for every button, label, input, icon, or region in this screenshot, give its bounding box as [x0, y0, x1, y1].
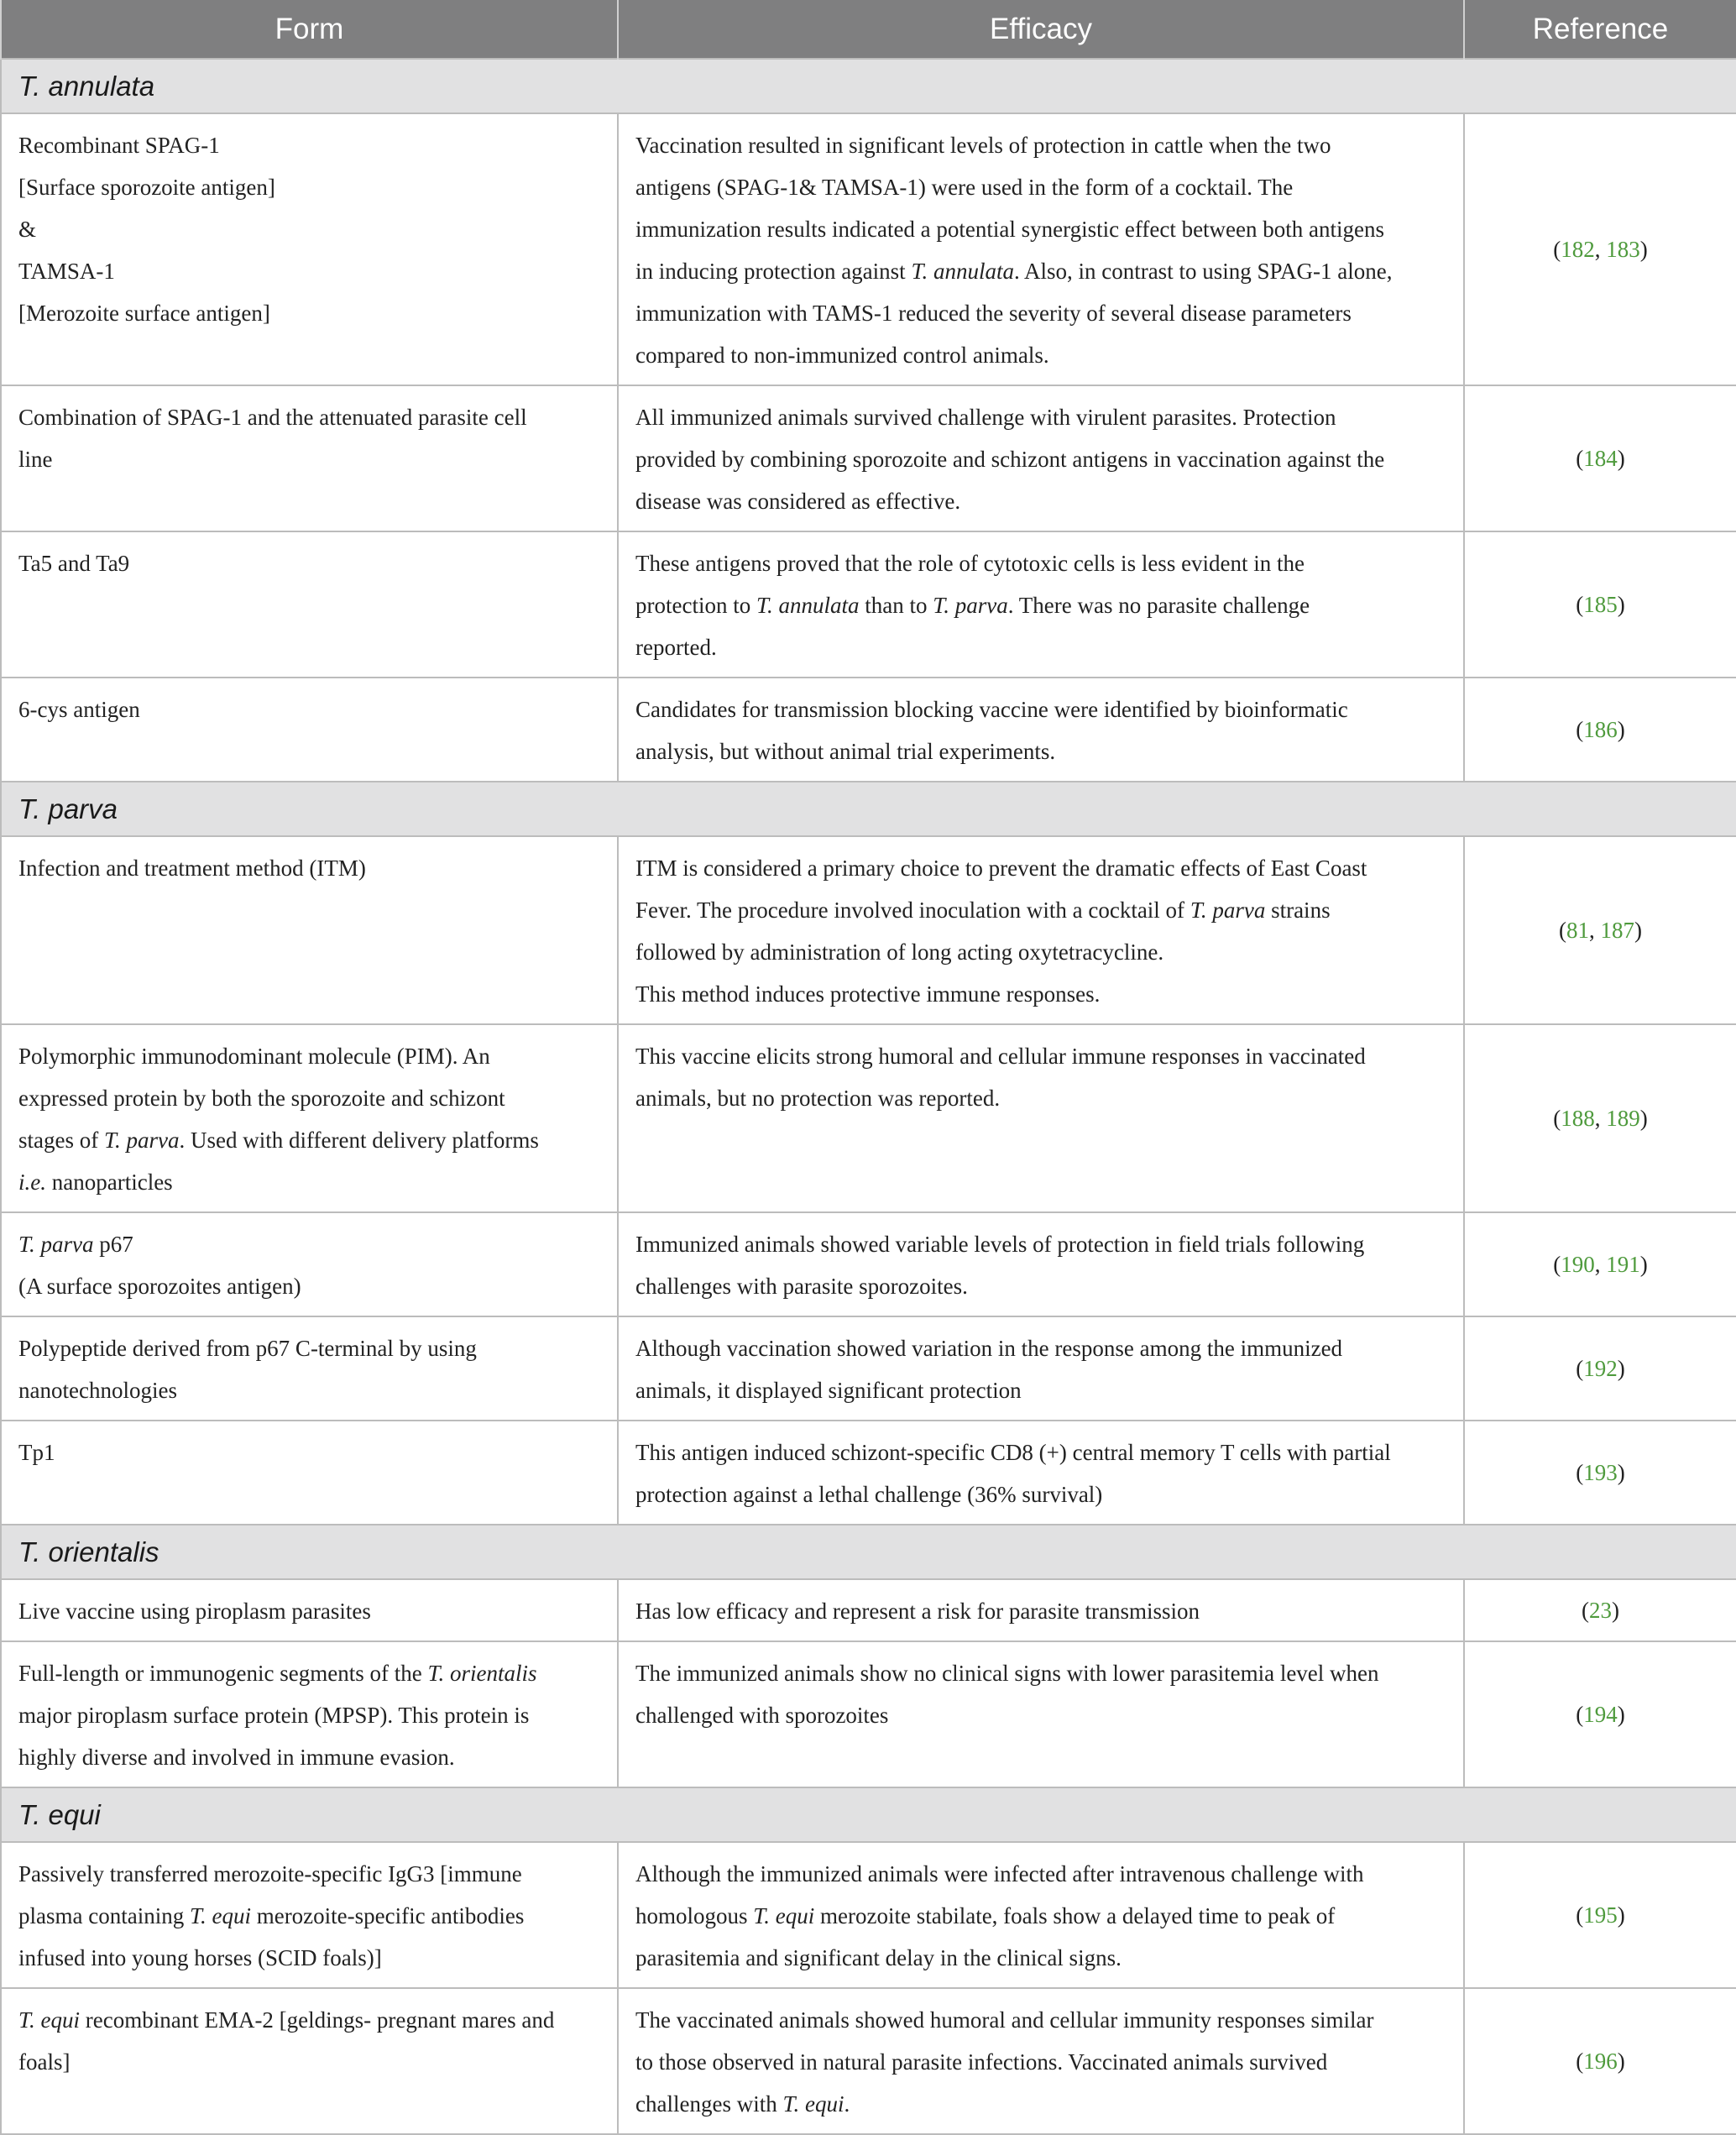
text-segment: TAMSA-1: [18, 259, 115, 284]
text-segment: p67: [93, 1232, 133, 1257]
text-segment: Although the immunized animals were infected after intravenous challenge with: [635, 1861, 1364, 1886]
efficacy-line: [635, 334, 1448, 376]
text-segment: Has low efficacy and represent a risk for parasite transmission: [635, 1599, 1200, 1624]
efficacy-cell: [618, 385, 1464, 531]
column-header-efficacy: Efficacy: [618, 0, 1464, 59]
column-header-form: Form: [1, 0, 618, 59]
text-segment: animals, it displayed significant protection: [635, 1378, 1022, 1403]
text-segment: This antigen induced schizont-specific CD8 (+) central memory T cells with partial: [635, 1440, 1391, 1465]
italic-text: T. equi: [189, 1903, 251, 1928]
efficacy-line: [635, 2041, 1448, 2083]
form-cell: [1, 385, 618, 531]
text-segment: highly diverse and involved in immune evasion.: [18, 1745, 455, 1770]
efficacy-line: [635, 1937, 1448, 1979]
table-row: [1, 678, 1736, 782]
italic-text: T. equi: [782, 2091, 844, 2117]
section-title: T. equi: [1, 1787, 1736, 1842]
efficacy-line: [635, 973, 1448, 1015]
italic-text: T. equi: [753, 1903, 815, 1928]
text-segment: These antigens proved that the role of cytotoxic cells is less evident in the: [635, 551, 1305, 576]
text-segment: Immunized animals showed variable levels of protection in field trials following: [635, 1232, 1365, 1257]
text-segment: Although vaccination showed variation in the response among the immunized: [635, 1336, 1343, 1361]
form-line: [18, 1853, 602, 1895]
table-row: [1, 1988, 1736, 2134]
reference-cell: (182, 183): [1464, 113, 1736, 385]
text-segment: 6-cys antigen: [18, 697, 140, 722]
reference-link[interactable]: 189: [1606, 1106, 1640, 1131]
text-segment: ITM is considered a primary choice to prevent the dramatic effects of East Coast: [635, 856, 1367, 881]
form-cell: [1, 678, 618, 782]
table-row: [1, 385, 1736, 531]
text-segment: antigens (SPAG-1& TAMSA-1) were used in the form of a cocktail. The: [635, 175, 1294, 200]
section-row: [1, 782, 1736, 836]
efficacy-line: [635, 688, 1448, 730]
reference-cell: (190, 191): [1464, 1212, 1736, 1316]
section-row: [1, 1787, 1736, 1842]
form-line: [18, 1223, 602, 1265]
text-segment: Live vaccine using piroplasm parasites: [18, 1599, 371, 1624]
reference-cell: (184): [1464, 385, 1736, 531]
form-line: [18, 1590, 602, 1632]
text-segment: . There was no parasite challenge: [1007, 593, 1310, 618]
form-line: [18, 438, 602, 480]
efficacy-line: [635, 1265, 1448, 1307]
form-line: [18, 166, 602, 208]
text-segment: .: [844, 2091, 850, 2117]
reference-link[interactable]: 193: [1583, 1460, 1618, 1485]
text-segment: (A surface sporozoites antigen): [18, 1274, 301, 1299]
form-line: [18, 1327, 602, 1369]
text-segment: . Used with different delivery platforms: [179, 1128, 539, 1153]
text-segment: stages of: [18, 1128, 104, 1153]
reference-link[interactable]: 182: [1561, 237, 1595, 262]
text-segment: major piroplasm surface protein (MPSP). This protein is: [18, 1703, 530, 1728]
section-title: T. orientalis: [1, 1525, 1736, 1579]
text-segment: protection to: [635, 593, 756, 618]
efficacy-cell: [618, 678, 1464, 782]
text-segment: in inducing protection against: [635, 259, 912, 284]
efficacy-line: [635, 1077, 1448, 1119]
efficacy-cell: [618, 531, 1464, 678]
efficacy-line: [635, 889, 1448, 931]
text-segment: Infection and treatment method (ITM): [18, 856, 366, 881]
text-segment: line: [18, 447, 53, 472]
text-segment: challenges with parasite sporozoites.: [635, 1274, 968, 1299]
text-segment: Recombinant SPAG-1: [18, 133, 220, 158]
italic-text: T. parva: [18, 1232, 94, 1257]
reference-cell: (195): [1464, 1842, 1736, 1988]
form-line: [18, 250, 602, 292]
reference-link[interactable]: 185: [1583, 592, 1618, 617]
text-segment: The immunized animals show no clinical signs with lower parasitemia level when: [635, 1661, 1379, 1686]
reference-link[interactable]: 188: [1561, 1106, 1595, 1131]
text-segment: All immunized animals survived challenge with virulent parasites. Protection: [635, 405, 1336, 430]
efficacy-cell: [618, 1842, 1464, 1988]
text-segment: Tp1: [18, 1440, 55, 1465]
efficacy-line: [635, 1853, 1448, 1895]
efficacy-line: [635, 396, 1448, 438]
efficacy-line: [635, 1369, 1448, 1411]
text-segment: expressed protein by both the sporozoite and schizont: [18, 1086, 505, 1111]
form-line: [18, 1895, 602, 1937]
efficacy-line: [635, 1035, 1448, 1077]
text-segment: provided by combining sporozoite and schizont antigens in vaccination against the: [635, 447, 1385, 472]
efficacy-line: [635, 1223, 1448, 1265]
text-segment: strains: [1265, 897, 1331, 923]
italic-text: T. equi: [18, 2007, 80, 2033]
form-cell: [1, 1842, 618, 1988]
italic-text: T. orientalis: [427, 1661, 537, 1686]
text-segment: Passively transferred merozoite-specific IgG3 [immune: [18, 1861, 522, 1886]
form-cell: [1, 1579, 618, 1641]
efficacy-line: [635, 1694, 1448, 1736]
text-segment: Combination of SPAG-1 and the attenuated parasite cell: [18, 405, 527, 430]
text-segment: plasma containing: [18, 1903, 190, 1928]
efficacy-line: [635, 166, 1448, 208]
reference-link[interactable]: 192: [1583, 1356, 1618, 1381]
text-segment: nanoparticles: [46, 1170, 173, 1195]
efficacy-line: [635, 1590, 1448, 1632]
text-segment: &: [18, 217, 37, 242]
text-segment: homologous: [635, 1903, 754, 1928]
text-segment: immunization with TAMS-1 reduced the severity of several disease parameters: [635, 301, 1352, 326]
text-segment: challenges with: [635, 2091, 783, 2117]
form-line: [18, 1369, 602, 1411]
italic-text: i.e.: [18, 1170, 46, 1195]
section-row: [1, 59, 1736, 113]
efficacy-line: [635, 847, 1448, 889]
text-segment: [Surface sporozoite antigen]: [18, 175, 275, 200]
form-cell: [1, 1421, 618, 1525]
text-segment: compared to non-immunized control animals.: [635, 343, 1049, 368]
text-segment: analysis, but without animal trial experiments.: [635, 739, 1056, 764]
italic-text: T. parva: [933, 593, 1008, 618]
form-cell: [1, 1988, 618, 2134]
efficacy-cell: [618, 1316, 1464, 1421]
table-row: [1, 1024, 1736, 1212]
text-segment: Fever. The procedure involved inoculation with a cocktail of: [635, 897, 1190, 923]
table-row: [1, 1316, 1736, 1421]
table-row: [1, 836, 1736, 1024]
text-segment: [Merozoite surface antigen]: [18, 301, 270, 326]
efficacy-line: [635, 438, 1448, 480]
form-line: [18, 396, 602, 438]
text-segment: merozoite stabilate, foals show a delayed time to peak of: [814, 1903, 1336, 1928]
text-segment: Polypeptide derived from p67 C-terminal by using: [18, 1336, 477, 1361]
table-body: [1, 59, 1736, 2134]
text-segment: to those observed in natural parasite infections. Vaccinated animals survived: [635, 2049, 1328, 2075]
efficacy-cell: [618, 1579, 1464, 1641]
reference-cell: (193): [1464, 1421, 1736, 1525]
efficacy-cell: [618, 1212, 1464, 1316]
form-cell: [1, 1641, 618, 1787]
table-row: [1, 1842, 1736, 1988]
form-cell: [1, 836, 618, 1024]
reference-cell: (192): [1464, 1316, 1736, 1421]
text-segment: animals, but no protection was reported.: [635, 1086, 1001, 1111]
efficacy-line: [635, 626, 1448, 668]
efficacy-cell: [618, 1988, 1464, 2134]
text-segment: than to: [859, 593, 933, 618]
reference-cell: (185): [1464, 531, 1736, 678]
form-line: [18, 1077, 602, 1119]
efficacy-line: [635, 1473, 1448, 1515]
efficacy-line: [635, 584, 1448, 626]
efficacy-cell: [618, 1421, 1464, 1525]
text-segment: reported.: [635, 635, 717, 660]
text-segment: The vaccinated animals showed humoral and cellular immunity responses similar: [635, 2007, 1374, 2033]
reference-cell: (188, 189): [1464, 1024, 1736, 1212]
form-line: [18, 2041, 602, 2083]
text-segment: merozoite-specific antibodies: [250, 1903, 525, 1928]
reference-link[interactable]: 81: [1566, 918, 1589, 943]
table-row: [1, 113, 1736, 385]
reference-link[interactable]: 196: [1583, 2049, 1618, 2074]
table-row: [1, 1212, 1736, 1316]
form-line: [18, 1694, 602, 1736]
efficacy-line: [635, 1652, 1448, 1694]
reference-link[interactable]: 23: [1589, 1598, 1612, 1623]
efficacy-cell: [618, 1641, 1464, 1787]
efficacy-line: [635, 1431, 1448, 1473]
reference-link[interactable]: 186: [1583, 717, 1618, 742]
efficacy-line: [635, 480, 1448, 522]
reference-link[interactable]: 195: [1583, 1902, 1618, 1928]
table-row: [1, 1641, 1736, 1787]
column-header-reference: Reference: [1464, 0, 1736, 59]
section-title: T. parva: [1, 782, 1736, 836]
section-title: T. annulata: [1, 59, 1736, 113]
text-segment: Candidates for transmission blocking vaccine were identified by bioinformatic: [635, 697, 1348, 722]
form-line: [18, 1937, 602, 1979]
form-line: [18, 1652, 602, 1694]
efficacy-line: [635, 292, 1448, 334]
reference-link[interactable]: 183: [1606, 237, 1640, 262]
form-line: [18, 1999, 602, 2041]
reference-link[interactable]: 194: [1583, 1702, 1618, 1727]
reference-cell: (23): [1464, 1579, 1736, 1641]
reference-cell: (194): [1464, 1641, 1736, 1787]
italic-text: T. parva: [1190, 897, 1266, 923]
text-segment: recombinant EMA-2 [geldings- pregnant mares and: [80, 2007, 555, 2033]
text-segment: This method induces protective immune responses.: [635, 981, 1101, 1007]
efficacy-cell: [618, 1024, 1464, 1212]
text-segment: protection against a lethal challenge (36% survival): [635, 1482, 1103, 1507]
efficacy-line: [635, 2083, 1448, 2125]
section-row: [1, 1525, 1736, 1579]
efficacy-line: [635, 1895, 1448, 1937]
form-line: [18, 1265, 602, 1307]
form-cell: [1, 531, 618, 678]
form-cell: [1, 1316, 618, 1421]
text-segment: foals]: [18, 2049, 71, 2075]
text-segment: . Also, in contrast to using SPAG-1 alone,: [1013, 259, 1393, 284]
table-row: [1, 1421, 1736, 1525]
text-segment: immunization results indicated a potential synergistic effect between both antigens: [635, 217, 1385, 242]
efficacy-line: [635, 542, 1448, 584]
efficacy-cell: [618, 836, 1464, 1024]
reference-link[interactable]: 191: [1606, 1252, 1640, 1277]
reference-cell: (81, 187): [1464, 836, 1736, 1024]
text-segment: parasitemia and significant delay in the clinical signs.: [635, 1945, 1122, 1970]
form-line: [18, 1119, 602, 1161]
text-segment: This vaccine elicits strong humoral and cellular immune responses in vaccinated: [635, 1044, 1366, 1069]
text-segment: disease was considered as effective.: [635, 489, 961, 514]
reference-cell: (186): [1464, 678, 1736, 782]
efficacy-cell: [618, 113, 1464, 385]
form-line: [18, 847, 602, 889]
form-line: [18, 1431, 602, 1473]
efficacy-line: [635, 931, 1448, 973]
text-segment: Ta5 and Ta9: [18, 551, 130, 576]
reference-link[interactable]: 184: [1583, 446, 1618, 471]
text-segment: challenged with sporozoites: [635, 1703, 889, 1728]
form-line: [18, 124, 602, 166]
form-cell: [1, 1024, 618, 1212]
efficacy-line: [635, 250, 1448, 292]
text-segment: Polymorphic immunodominant molecule (PIM). An: [18, 1044, 490, 1069]
table-row: [1, 531, 1736, 678]
form-line: [18, 1035, 602, 1077]
efficacy-line: [635, 1999, 1448, 2041]
efficacy-line: [635, 1327, 1448, 1369]
efficacy-line: [635, 124, 1448, 166]
table-row: [1, 1579, 1736, 1641]
form-line: [18, 542, 602, 584]
reference-cell: (196): [1464, 1988, 1736, 2134]
text-segment: infused into young horses (SCID foals)]: [18, 1945, 382, 1970]
table-header: [1, 0, 1736, 59]
form-cell: [1, 113, 618, 385]
efficacy-line: [635, 208, 1448, 250]
italic-text: T. annulata: [911, 259, 1014, 284]
text-segment: nanotechnologies: [18, 1378, 177, 1403]
form-cell: [1, 1212, 618, 1316]
form-line: [18, 688, 602, 730]
form-line: [18, 1161, 602, 1203]
text-segment: Vaccination resulted in significant levels of protection in cattle when the two: [635, 133, 1331, 158]
form-line: [18, 292, 602, 334]
reference-link[interactable]: 190: [1561, 1252, 1595, 1277]
text-segment: Full-length or immunogenic segments of the: [18, 1661, 428, 1686]
form-line: [18, 1736, 602, 1778]
italic-text: T. annulata: [756, 593, 860, 618]
reference-link[interactable]: 187: [1600, 918, 1634, 943]
italic-text: T. parva: [103, 1128, 180, 1153]
form-line: [18, 208, 602, 250]
efficacy-line: [635, 730, 1448, 772]
text-segment: followed by administration of long acting oxytetracycline.: [635, 939, 1164, 965]
